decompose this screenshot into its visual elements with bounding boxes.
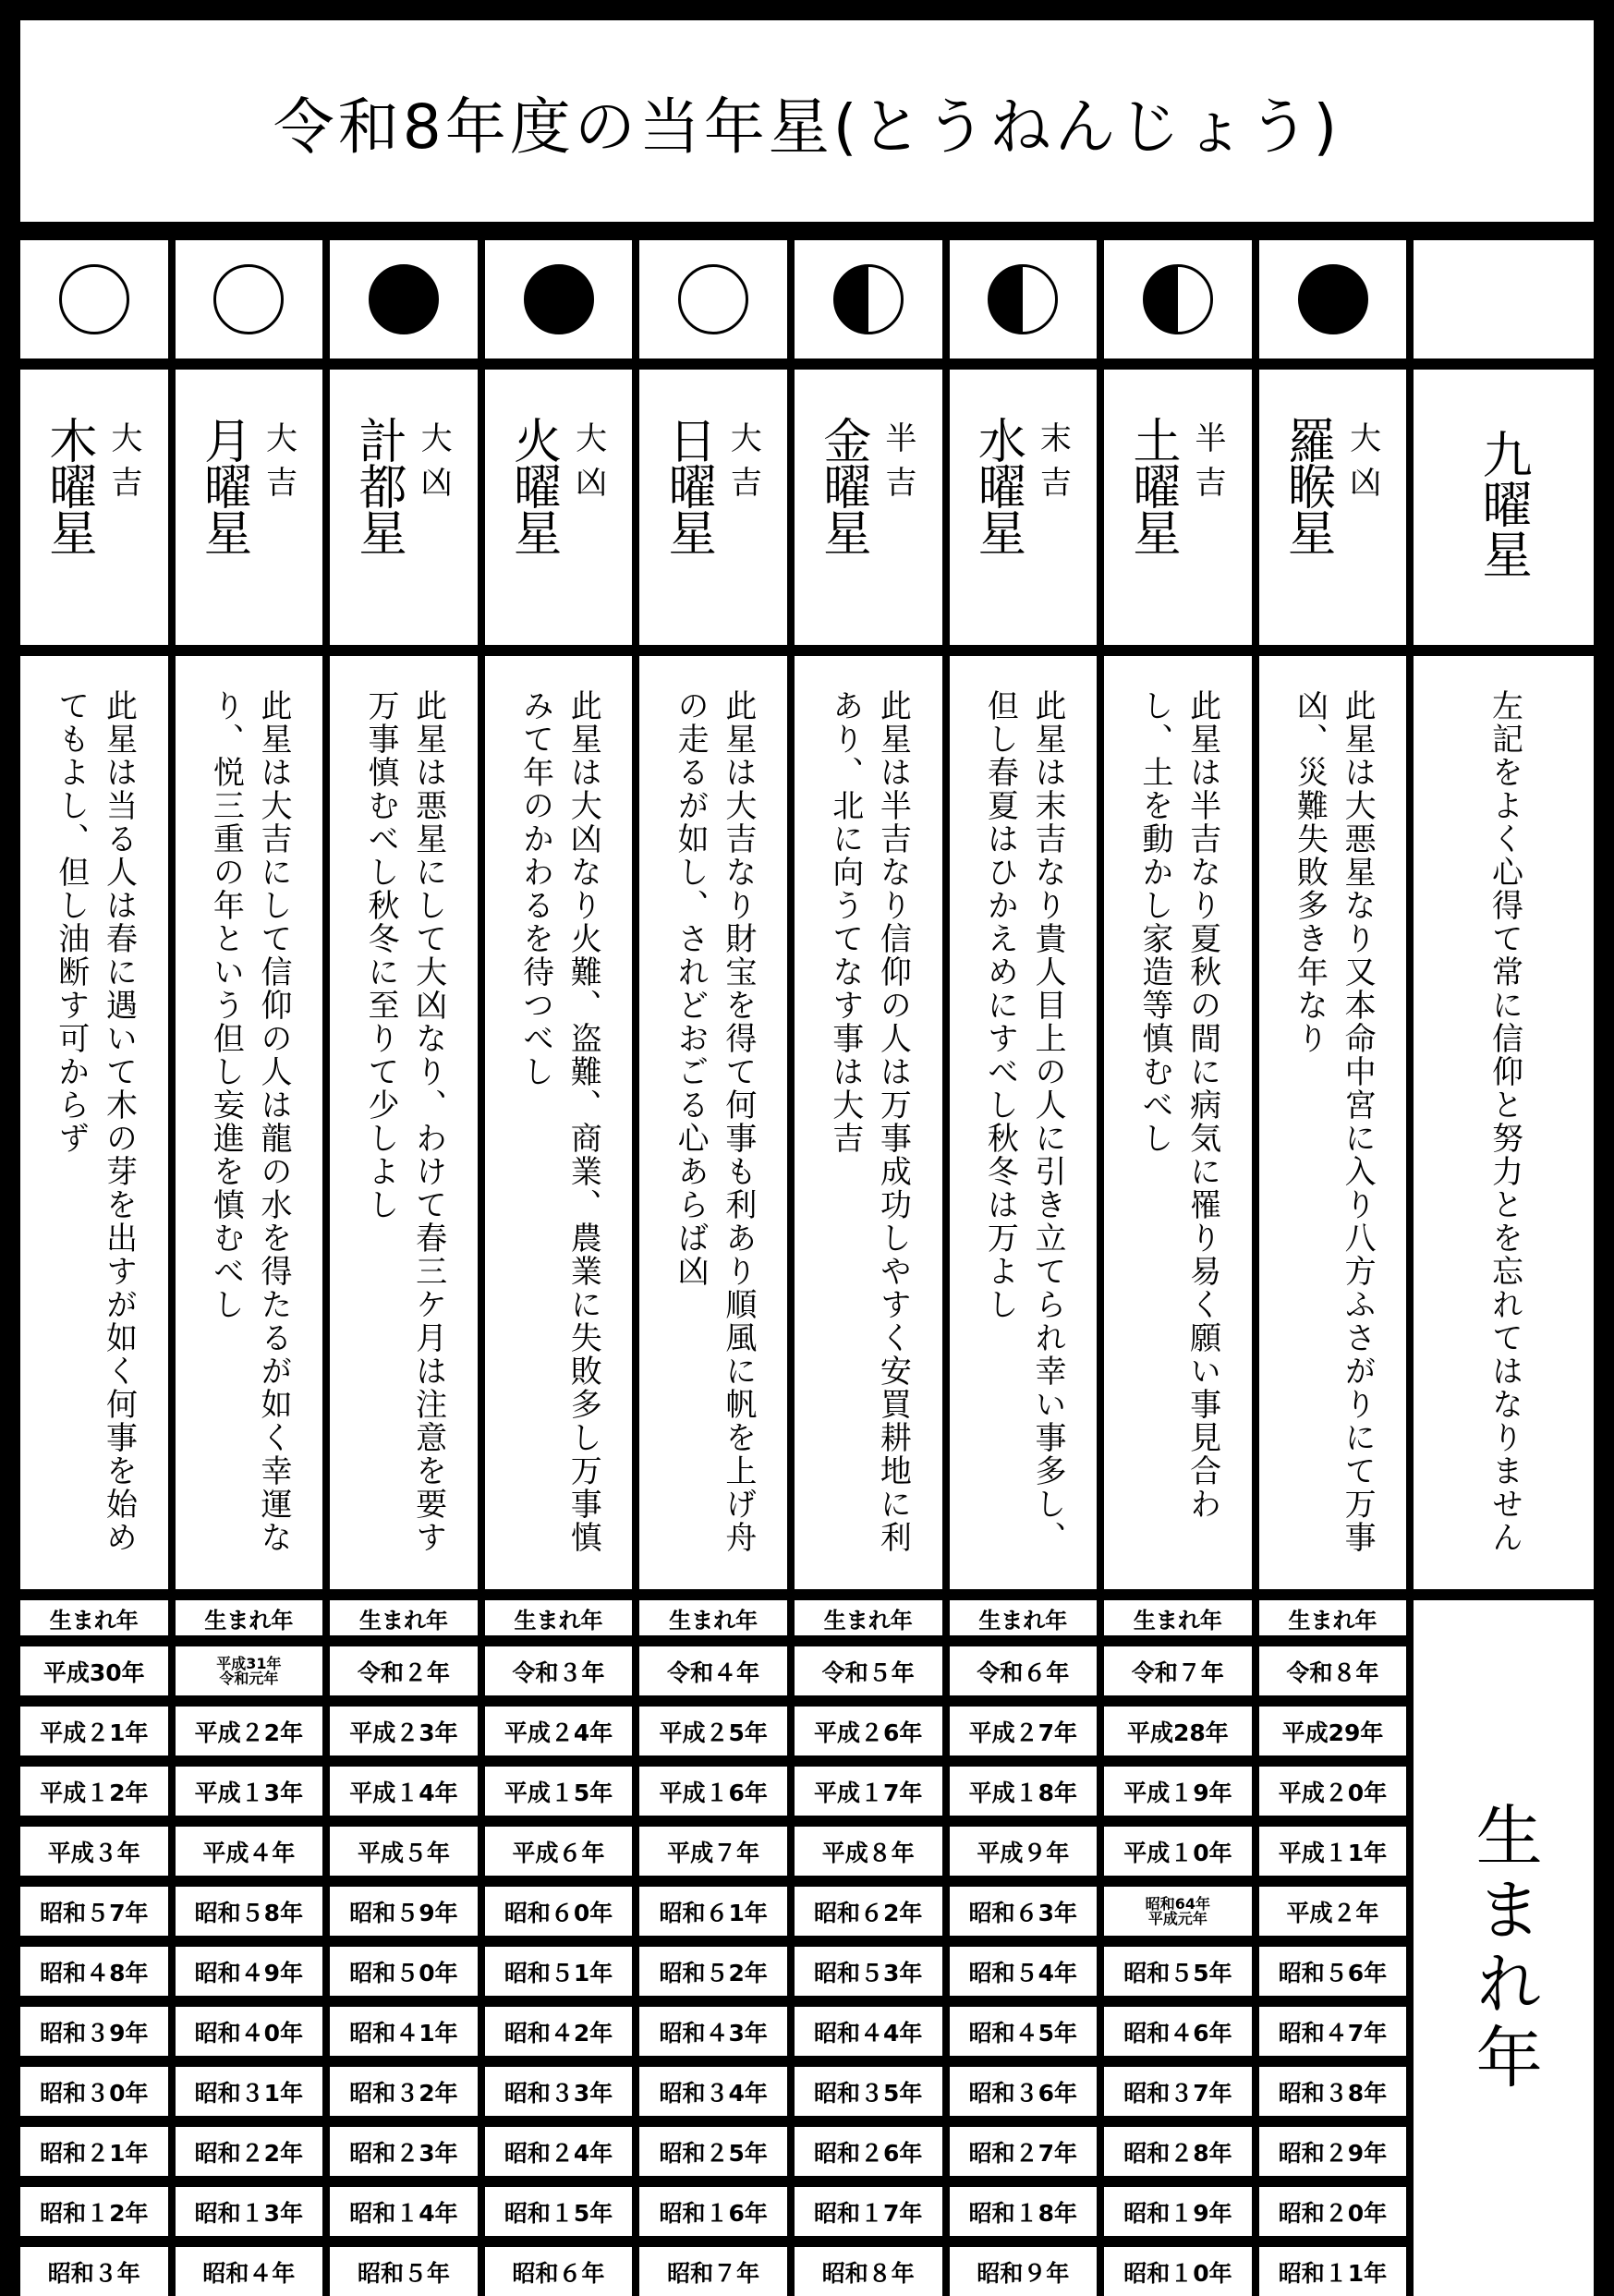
- birth-year-cell: 昭和４6年: [1104, 2007, 1252, 2056]
- star-description: 此星は半吉なり信仰の人は万事成功しやすく安買耕地に利あり、北に向うてなす事は大吉: [826, 689, 912, 1554]
- birth-year-cell: 昭和３4年: [639, 2067, 787, 2116]
- birth-year-cell: 昭和３年: [20, 2247, 168, 2296]
- birth-year-cell: 平成１2年: [20, 1767, 168, 1816]
- birth-year-cell: 昭和４5年: [950, 2007, 1098, 2056]
- birth-year-cell: 昭和４3年: [639, 2007, 787, 2056]
- birth-year-cell: 平成２6年: [795, 1707, 942, 1755]
- star-description: 此星は大吉なり財宝を得て何事も利あり順風に帆を上げ舟の走るが如し、されどおごる心あらば凶: [672, 689, 757, 1554]
- birth-year-cell: 平成２5年: [639, 1707, 787, 1755]
- birth-year-cell: 昭和５8年: [176, 1887, 323, 1936]
- star-name-cell: [795, 370, 942, 645]
- birth-year-cell: 昭和３0年: [20, 2067, 168, 2116]
- star-description-cell: [795, 656, 942, 1589]
- birth-year-cell: 昭和４8年: [20, 1947, 168, 1996]
- star-description: 此星は大悪星なり又本命中宮に入り八方ふさがりにて万事凶、災難失敗多き年なり: [1291, 689, 1377, 1554]
- birth-year-cell: 平成２7年: [950, 1707, 1098, 1755]
- birth-year-cell: 昭和１4年: [330, 2187, 478, 2236]
- moon-cell: [1104, 240, 1252, 358]
- birth-year-cell: 昭和１1年: [1259, 2247, 1407, 2296]
- star-fortune: 半吉: [879, 421, 916, 510]
- birth-year-cell: 平成１3年: [176, 1767, 323, 1816]
- moon-half-icon: [1143, 264, 1213, 334]
- star-description: 此星は半吉なり夏秋の間に病気に罹り易く願い事見合わし、土を動かし家造等慎むべし: [1135, 689, 1221, 1521]
- birth-year-cell: 平成２0年: [1259, 1767, 1407, 1816]
- birth-year-header: 生まれ年: [1104, 1600, 1252, 1635]
- star-name-cell: [485, 370, 633, 645]
- birth-year-cell: 平成１7年: [795, 1767, 942, 1816]
- birth-year-cell: 令和２年: [330, 1646, 478, 1695]
- birth-year-cell: 昭和１5年: [485, 2187, 633, 2236]
- birth-year-cell: 昭和３7年: [1104, 2067, 1252, 2116]
- birth-year-cell: 令和３年: [485, 1646, 633, 1695]
- birth-year-cell: 令和８年: [1259, 1646, 1407, 1695]
- birth-year-cell: 平成１6年: [639, 1767, 787, 1816]
- birth-year-cell: 昭和５4年: [950, 1947, 1098, 1996]
- moon-new-icon: [369, 264, 439, 334]
- nine-stars-label: 九曜星: [1474, 429, 1534, 578]
- birth-year-cell: 平成１5年: [485, 1767, 633, 1816]
- star-table: [20, 240, 1594, 2287]
- birth-year-cell: 昭和５0年: [330, 1947, 478, 1996]
- star-name: 木曜星: [40, 416, 96, 554]
- moon-cell: [950, 240, 1098, 358]
- birth-year-cell: 昭和４9年: [176, 1947, 323, 1996]
- moon-full-icon: [59, 264, 129, 334]
- birth-year-cell: 昭和４2年: [485, 2007, 633, 2056]
- birth-year-cell: 平成１9年: [1104, 1767, 1252, 1816]
- birth-year-cell: 昭和４4年: [795, 2007, 942, 2056]
- birth-year-cell: 昭和５7年: [20, 1887, 168, 1936]
- birth-year-cell: 昭和２4年: [485, 2127, 633, 2176]
- birth-year-cell: 平成１8年: [950, 1767, 1098, 1816]
- birth-year-header: 生まれ年: [330, 1600, 478, 1635]
- star-description: 此星は悪星にして大凶なり、わけて春三ケ月は注意を要す万事慎むべし秋冬に至りて少しよし: [361, 689, 447, 1554]
- birth-year-cell: 平成28年: [1104, 1707, 1252, 1755]
- birth-year-cell: 平成３年: [20, 1827, 168, 1876]
- birth-year-cell: 昭和２8年: [1104, 2127, 1252, 2176]
- star-fortune: 大吉: [724, 421, 762, 510]
- star-name-cell: [176, 370, 323, 645]
- birth-year-cell: 昭和３3年: [485, 2067, 633, 2116]
- nine-stars-note: 左記をよく心得て常に信仰と努力とを忘れてはなりません: [1486, 689, 1523, 1554]
- birth-year-cell: 昭和５9年: [330, 1887, 478, 1936]
- birth-year-cell: 平成29年: [1259, 1707, 1407, 1755]
- star-description: 此星は末吉なり貴人目上の人に引き立てられ幸い事多し、但し春夏はひかえめにすべし秋冬は万よし: [981, 689, 1066, 1554]
- star-fortune: 大吉: [104, 421, 142, 510]
- birth-year-header: 生まれ年: [795, 1600, 942, 1635]
- birth-year-header: 生まれ年: [176, 1600, 323, 1635]
- birth-year-cell: 昭和２6年: [795, 2127, 942, 2176]
- star-description-cell: [176, 656, 323, 1589]
- star-name: 羅睺星: [1279, 416, 1335, 554]
- star-name-cell: [1104, 370, 1252, 645]
- birth-year-cell: 昭和２0年: [1259, 2187, 1407, 2236]
- birth-year-cell: 昭和８年: [795, 2247, 942, 2296]
- birth-year-cell: 昭和１6年: [639, 2187, 787, 2236]
- star-description: 此星は大吉にして信仰の人は龍の水を得たるが如く幸運なり、悦三重の年という但し妄進を慎むべし: [207, 689, 293, 1554]
- birth-year-cell: 平成８年: [795, 1827, 942, 1876]
- star-description-cell: [485, 656, 633, 1589]
- star-description-cell: [1259, 656, 1407, 1589]
- star-fortune: 大凶: [415, 421, 453, 510]
- birth-year-cell: 昭和３5年: [795, 2067, 942, 2116]
- star-fortune: 大吉: [260, 421, 297, 510]
- star-name: 水曜星: [969, 416, 1025, 554]
- moon-full-icon: [678, 264, 748, 334]
- nine-stars-label-cell: [1414, 370, 1594, 645]
- birth-year-cell: 昭和６1年: [639, 1887, 787, 1936]
- moon-full-icon: [213, 264, 284, 334]
- star-name-cell: [330, 370, 478, 645]
- moon-cell: [176, 240, 323, 358]
- birth-year-header: 生まれ年: [639, 1600, 787, 1635]
- star-description-cell: [20, 656, 168, 1589]
- birth-year-cell: 昭和３8年: [1259, 2067, 1407, 2116]
- birth-year-cell: 昭和６2年: [795, 1887, 942, 1936]
- birth-year-cell: 令和５年: [795, 1646, 942, 1695]
- star-description-cell: [639, 656, 787, 1589]
- birth-year-cell: 昭和４7年: [1259, 2007, 1407, 2056]
- birth-year-label: 生まれ年: [1464, 1800, 1543, 2096]
- birth-year-header: 生まれ年: [20, 1600, 168, 1635]
- moon-cell: [20, 240, 168, 358]
- star-description-cell: [950, 656, 1098, 1589]
- birth-year-cell: 昭和３6年: [950, 2067, 1098, 2116]
- birth-year-cell: 令和４年: [639, 1646, 787, 1695]
- birth-year-cell: 昭和２9年: [1259, 2127, 1407, 2176]
- birth-year-cell: 令和６年: [950, 1646, 1098, 1695]
- birth-year-cell: 昭和７年: [639, 2247, 787, 2296]
- birth-year-cell: 平成１4年: [330, 1767, 478, 1816]
- birth-year-cell: 昭和２3年: [330, 2127, 478, 2176]
- star-fortune: 半吉: [1189, 421, 1226, 510]
- moon-new-icon: [524, 264, 594, 334]
- birth-year-cell: 昭和５5年: [1104, 1947, 1252, 1996]
- birth-year-cell: 昭和３1年: [176, 2067, 323, 2116]
- moon-cell: [330, 240, 478, 358]
- birth-year-cell: 令和７年: [1104, 1646, 1252, 1695]
- star-name: 火曜星: [504, 416, 561, 554]
- star-name: 土曜星: [1124, 416, 1180, 554]
- star-fortune: 大凶: [1343, 421, 1381, 510]
- birth-year-cell: 昭和１9年: [1104, 2187, 1252, 2236]
- star-description-cell: [1104, 656, 1252, 1589]
- birth-year-cell: 平成７年: [639, 1827, 787, 1876]
- birth-year-cell: 昭和５2年: [639, 1947, 787, 1996]
- birth-year-header: 生まれ年: [1259, 1600, 1407, 1635]
- birth-year-cell: 昭和４1年: [330, 2007, 478, 2056]
- birth-year-cell: 平成２1年: [20, 1707, 168, 1755]
- moon-cell: [639, 240, 787, 358]
- star-name: 計都星: [350, 416, 407, 554]
- birth-year-cell: 昭和64年 平成元年: [1104, 1887, 1252, 1936]
- birth-year-cell: 平成１0年: [1104, 1827, 1252, 1876]
- birth-year-cell: 平成５年: [330, 1827, 478, 1876]
- nine-stars-note-cell: [1414, 656, 1594, 1589]
- birth-year-cell: 昭和４0年: [176, 2007, 323, 2056]
- birth-year-cell: 昭和２7年: [950, 2127, 1098, 2176]
- birth-year-cell: 昭和２5年: [639, 2127, 787, 2176]
- birth-year-cell: 昭和５6年: [1259, 1947, 1407, 1996]
- birth-year-cell: 昭和４年: [176, 2247, 323, 2296]
- star-description: 此星は大凶なり火難、盗難、商業、農業に失敗多し万事慎みて年のかわるを待つべし: [516, 689, 602, 1554]
- star-name-cell: [20, 370, 168, 645]
- birth-year-header: 生まれ年: [485, 1600, 633, 1635]
- birth-year-cell: 昭和１2年: [20, 2187, 168, 2236]
- birth-year-cell: 昭和６年: [485, 2247, 633, 2296]
- birth-year-cell: 平成６年: [485, 1827, 633, 1876]
- birth-year-cell: 平成１1年: [1259, 1827, 1407, 1876]
- birth-year-cell: 平成２年: [1259, 1887, 1407, 1936]
- moon-half-icon: [833, 264, 904, 334]
- birth-year-cell: 昭和１8年: [950, 2187, 1098, 2236]
- star-fortune: 大凶: [569, 421, 607, 510]
- star-description: 此星は当る人は春に遇いて木の芽を出すが如く何事を始めてもよし、但し油断す可からず: [52, 689, 138, 1554]
- star-description-cell: [330, 656, 478, 1589]
- moon-cell-empty: [1414, 240, 1594, 358]
- moon-new-icon: [1298, 264, 1368, 334]
- birth-year-cell: 平成２3年: [330, 1707, 478, 1755]
- birth-year-header: 生まれ年: [950, 1600, 1098, 1635]
- birth-year-cell: 平成２4年: [485, 1707, 633, 1755]
- star-name: 金曜星: [814, 416, 870, 554]
- moon-cell: [1259, 240, 1407, 358]
- birth-year-cell: 昭和１0年: [1104, 2247, 1252, 2296]
- chart-frame: [20, 20, 1594, 2287]
- birth-year-cell: 昭和５3年: [795, 1947, 942, 1996]
- birth-year-cell: 昭和５1年: [485, 1947, 633, 1996]
- birth-year-cell: 昭和３9年: [20, 2007, 168, 2056]
- birth-year-label-cell: [1414, 1600, 1594, 2296]
- birth-year-cell: 平成４年: [176, 1827, 323, 1876]
- birth-year-cell: 昭和６3年: [950, 1887, 1098, 1936]
- birth-year-cell: 昭和３2年: [330, 2067, 478, 2116]
- star-name-cell: [950, 370, 1098, 645]
- star-name: 月曜星: [195, 416, 251, 554]
- birth-year-cell: 昭和６0年: [485, 1887, 633, 1936]
- birth-year-cell: 平成31年 令和元年: [176, 1646, 323, 1695]
- moon-half-icon: [988, 264, 1058, 334]
- birth-year-cell: 昭和２2年: [176, 2127, 323, 2176]
- birth-year-cell: 平成30年: [20, 1646, 168, 1695]
- birth-year-cell: 昭和１3年: [176, 2187, 323, 2236]
- moon-cell: [795, 240, 942, 358]
- birth-year-cell: 昭和５年: [330, 2247, 478, 2296]
- star-name-cell: [1259, 370, 1407, 645]
- birth-year-cell: 平成９年: [950, 1827, 1098, 1876]
- birth-year-cell: 昭和１7年: [795, 2187, 942, 2236]
- birth-year-cell: 昭和２1年: [20, 2127, 168, 2176]
- star-name: 日曜星: [660, 416, 716, 554]
- birth-year-cell: 昭和９年: [950, 2247, 1098, 2296]
- moon-cell: [485, 240, 633, 358]
- page-title: 令和8年度の当年星(とうねんじょう): [20, 20, 1594, 222]
- birth-year-cell: 平成２2年: [176, 1707, 323, 1755]
- star-name-cell: [639, 370, 787, 645]
- star-fortune: 末吉: [1034, 421, 1072, 510]
